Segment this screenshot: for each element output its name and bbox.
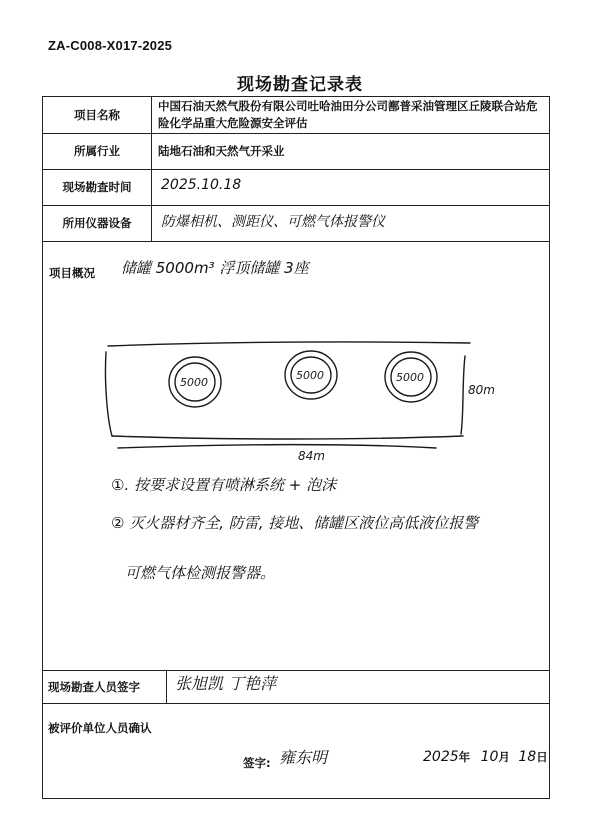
- industry-value: 陆地石油和天然气开采业: [158, 144, 285, 158]
- surveyors-label: 现场勘查人员签字: [48, 680, 140, 694]
- sketch-right-line: [461, 356, 465, 434]
- industry-label: 所属行业: [74, 144, 120, 158]
- column-divider: [151, 97, 152, 241]
- width-dimension-label: 84m: [298, 449, 325, 463]
- tank-label: 5000: [180, 376, 208, 389]
- tank-label: 5000: [296, 369, 324, 382]
- date-year: 2025: [423, 749, 459, 765]
- survey-time-label: 现场勘查时间: [62, 180, 132, 194]
- date-month: 10: [480, 749, 499, 765]
- sketch-left-line: [105, 352, 112, 436]
- surveyors-signatures: 张旭凯 丁艳萍: [175, 674, 277, 693]
- row-divider: [43, 241, 549, 242]
- note-line-3: 可燃气体检测报警器。: [125, 564, 276, 582]
- survey-form: [42, 96, 550, 799]
- day-unit: 日: [536, 750, 548, 764]
- page-title: 现场勘查记录表: [237, 75, 363, 95]
- confirmation-label: 被评价单位人员确认: [48, 721, 152, 735]
- width-dimension-line: [118, 445, 436, 448]
- tank-area-sketch: [98, 332, 518, 472]
- overview-summary-handwritten: 储罐 5000m³ 浮顶储罐 3座: [121, 259, 309, 277]
- sketch-top-line: [108, 342, 470, 346]
- document-code: ZA-C008-X017-2025: [48, 38, 173, 53]
- instruments-handwritten: 防爆相机、测距仪、可燃气体报警仪: [161, 214, 385, 230]
- tank-label: 5000: [396, 371, 424, 384]
- date-day: 18: [518, 749, 537, 765]
- sketch-bottom-line: [112, 436, 463, 439]
- column-divider: [166, 670, 167, 703]
- project-name-value: [158, 98, 548, 132]
- project-name-line1: 中国石油天然气股份有限公司吐哈油田分公司鄯普采油管理区丘陵联合站危: [158, 99, 538, 113]
- note-line-2: ② 灭火器材齐全, 防雷, 接地、储罐区液位高低液位报警: [111, 514, 479, 532]
- note-line-1: ①. 按要求设置有喷淋系统 + 泡沫: [111, 476, 337, 494]
- project-name-label: 项目名称: [74, 108, 120, 122]
- survey-time-handwritten: 2025.10.18: [161, 177, 242, 193]
- instruments-label: 所用仪器设备: [62, 216, 132, 230]
- project-name-line2: 险化学品重大危险源安全评估: [158, 116, 308, 130]
- height-dimension-label: 80m: [468, 383, 495, 397]
- confirmation-signature: 雍东明: [279, 748, 328, 767]
- month-unit: 月: [498, 750, 510, 764]
- overview-label: 项目概况: [49, 266, 95, 280]
- confirmation-date: [423, 749, 548, 765]
- year-unit: 年: [458, 750, 471, 764]
- row-divider: [43, 670, 549, 671]
- sign-label: 签字:: [243, 756, 271, 770]
- row-divider: [43, 703, 549, 704]
